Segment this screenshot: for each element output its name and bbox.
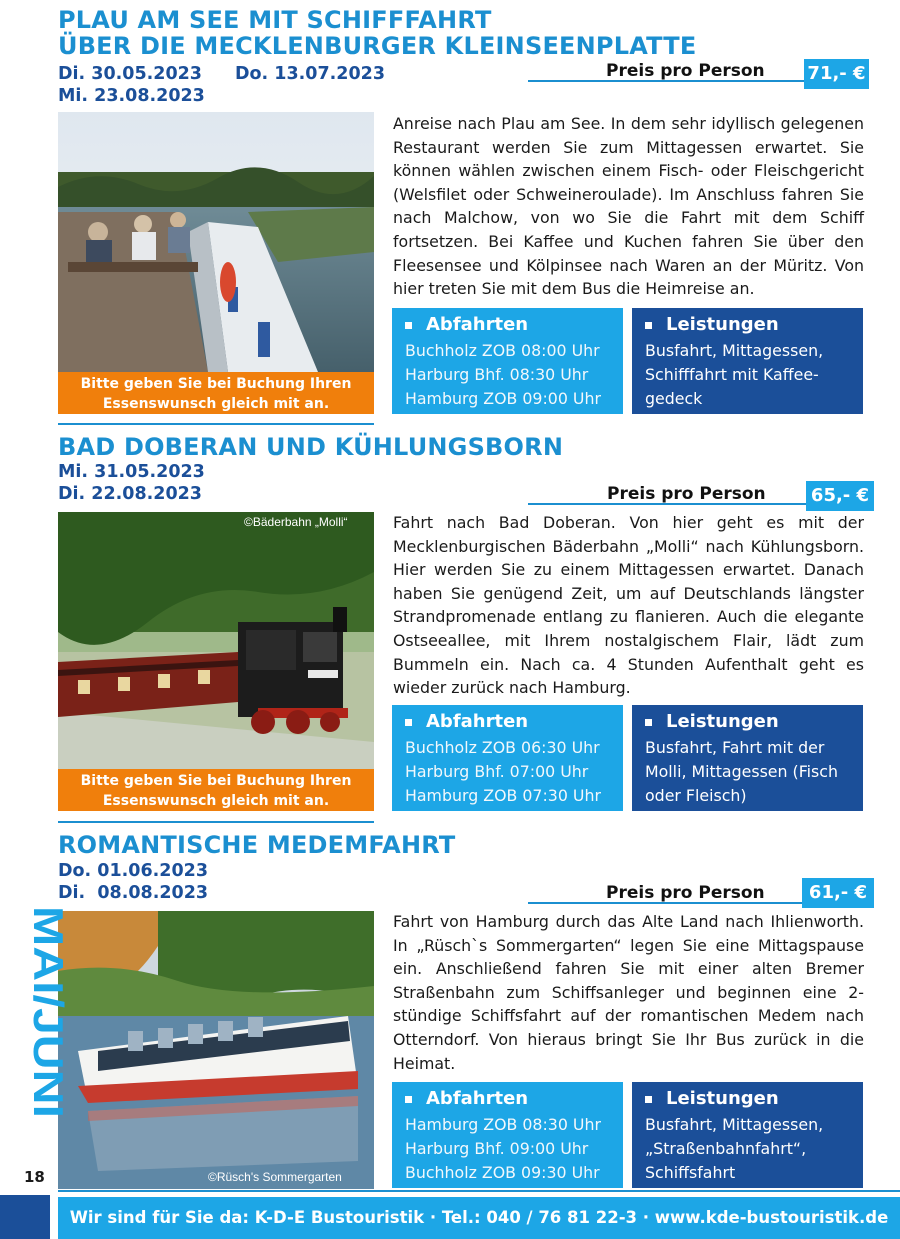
footer-divider [58,1190,900,1192]
service-line: Busfahrt, Fahrt mit der [645,738,825,757]
tour-title-line: ROMANTISCHE MEDEMFAHRT [58,831,456,859]
price-badge: 65,- € [806,481,874,511]
tour-title-line: ÜBER DIE MECKLENBURGER KLEINSEENPLATTE [58,32,697,60]
tour-title-line: PLAU AM SEE MIT SCHIFFFAHRT [58,6,492,34]
tour-title [58,832,455,858]
service-line: gedeck [645,389,703,408]
note-line: Bitte geben Sie bei Buchung Ihren [80,773,352,789]
departure-line: Hamburg ZOB 09:00 Uhr [405,389,601,408]
bullet-square-icon [405,322,412,329]
departure-line: Buchholz ZOB 06:30 Uhr [405,738,600,757]
price-badge: 61,- € [802,878,874,908]
departure-line: Buchholz ZOB 08:00 Uhr [405,341,600,360]
departure-line: Hamburg ZOB 07:30 Uhr [405,786,601,805]
departures-box [392,308,623,414]
price-label: Preis pro Person [607,484,766,504]
services-box [632,1082,863,1188]
service-line: oder Fleisch) [645,786,747,805]
note-line: Bitte geben Sie bei Buchung Ihren [80,376,352,392]
tour-dates [58,461,205,505]
departures-heading: Abfahrten [426,1088,529,1109]
bullet-square-icon [405,719,412,726]
tour-date: Do. 13.07.2023 [235,64,385,84]
tour-photo-steam-train [58,512,374,769]
departures-heading: Abfahrten [426,314,529,335]
service-line: Busfahrt, Mittagessen, [645,341,824,360]
tour-photo-boat-on-lake [58,112,374,372]
tour-date: Di. 22.08.2023 [58,484,202,504]
tour-date: Di. 08.08.2023 [58,883,209,903]
services-heading: Leistungen [666,1088,779,1109]
departure-line: Buchholz ZOB 09:30 Uhr [405,1163,600,1182]
tour-photo-river-boat [58,911,374,1189]
tour-dates [58,860,208,904]
services-heading: Leistungen [666,314,779,335]
bullet-square-icon [405,1096,412,1103]
price-label: Preis pro Person [606,883,765,903]
price-badge: 71,- € [804,59,869,89]
tour-description: Fahrt nach Bad Doberan. Von hier geht es mit der Mecklenburgischen Bäderbahn „Molli“ nach Kühlungsborn. Hier werden Sie zu einem Mittagessen erwartet. Danach haben Sie genügend Zeit, um auf Deutschlands längster Strandpromenade entlang zu flanieren. Auch die elegante Ostseeallee, mit Ihrem nostalgischem Flair, lädt zum Bummeln ein. Nach ca. 4 Stunden Aufenthalt geht es wieder zurück nach Hamburg. [393,513,864,698]
tour-description: Fahrt von Hamburg durch das Alte Land nach Ihlienworth. In „Rüsch`s Sommergarten“ legen Sie eine Mittagspause ein. Anschließend fahren Sie mit einer alten Bremer Straßenbahn zum Schiffsanleger und beginnen eine 2-stündige Schiffsfahrt auf der romantischen Medem nach Otterndorf. Von hieraus bringt Sie Ihr Bus zurück in die Heimat. [393,912,864,1073]
price-label: Preis pro Person [606,61,765,81]
service-line: Molli, Mittagessen (Fisch [645,762,838,781]
service-line: Schifffahrt mit Kaffee- [645,365,819,384]
footer-contact-bar: Wir sind für Sie da: K-D-E Bustouristik · Tel.: 040 / 76 81 22-3 · www.kde-bustouristik.de [58,1197,900,1239]
note-line: Essenswunsch gleich mit an. [102,793,330,809]
tour-description: Anreise nach Plau am See. In dem sehr idyllisch gelegenen Restaurant werden Sie zum Mittagessen erwartet. Sie können wählen zwischen einem Fisch- oder Fleischgericht (Welsfilet oder Schweineroulade). Im Anschluss fahren Sie nach Malchow, von wo Sie die Fahrt mit dem Schiff fortsetzen. Bei Kaffee und Kuchen fahren Sie über den Fleesensee und Kölpinsee nach Waren an der Müritz. Von hier treten Sie mit dem Bus die Heimreise an. [393,114,864,299]
photo-credit: ©Rüsch's Sommergarten [208,1170,342,1184]
departure-line: Harburg Bhf. 08:30 Uhr [405,365,589,384]
tour-title-line: BAD DOBERAN UND KÜHLUNGSBORN [58,433,564,461]
section-divider [58,423,374,425]
departures-box [392,705,623,811]
bullet-square-icon [645,1096,652,1103]
departures-box [392,1082,623,1188]
service-line: Schiffsfahrt [645,1163,736,1182]
side-label-text: MAI/JUNI [25,906,72,1091]
departure-line: Harburg Bhf. 07:00 Uhr [405,762,589,781]
service-line: Busfahrt, Mittagessen, [645,1115,824,1134]
tour-dates [58,63,385,107]
departure-line: Harburg Bhf. 09:00 Uhr [405,1139,589,1158]
photo-credit: ©Bäderbahn „Molli“ [244,515,348,529]
service-line: „Straßenbahnfahrt“, [645,1139,807,1158]
services-box [632,705,863,811]
services-box [632,308,863,414]
tour-date: Di. 30.05.2023 [58,64,202,84]
departure-line: Hamburg ZOB 08:30 Uhr [405,1115,601,1134]
meal-choice-note [58,769,374,811]
tour-title [58,434,563,460]
tour-date: Mi. 31.05.2023 [58,462,205,482]
tour-date: Do. 01.06.2023 [58,861,208,881]
note-line: Essenswunsch gleich mit an. [102,396,330,412]
bullet-square-icon [645,719,652,726]
tour-title [58,7,696,59]
footer-corner-bar [0,1195,50,1239]
month-side-label [0,906,72,1120]
departures-heading: Abfahrten [426,711,529,732]
services-heading: Leistungen [666,711,779,732]
bullet-square-icon [645,322,652,329]
page-number: 18 [24,1168,45,1186]
meal-choice-note [58,372,374,414]
tour-date: Mi. 23.08.2023 [58,86,205,106]
section-divider [58,821,374,823]
